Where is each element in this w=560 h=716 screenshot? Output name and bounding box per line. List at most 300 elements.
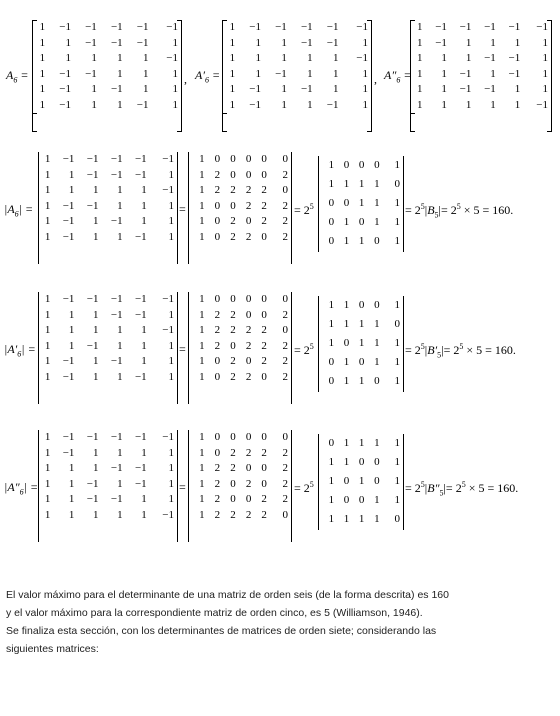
matrix-cell: −1: [162, 153, 174, 165]
matrix-cell: 0: [328, 437, 335, 449]
matrix-cell: 1: [168, 462, 174, 474]
matrix-cell: 1: [117, 339, 123, 352]
matrix-cell: −1: [110, 168, 123, 181]
paragraph-line: siguientes matrices:: [6, 643, 99, 655]
matrix-cell: −1: [508, 67, 521, 80]
matrix-cell: 0: [282, 324, 288, 336]
matrix-cell: −1: [59, 98, 71, 111]
matrix-cell: 1: [68, 308, 75, 321]
matrix-cell: −1: [536, 21, 548, 33]
matrix-cell: −1: [86, 293, 99, 305]
matrix-cell: 1: [465, 36, 472, 49]
matrix-cell: 1: [199, 339, 205, 352]
matrix-cell: 1: [93, 184, 99, 196]
matrix-cell: −1: [484, 21, 496, 33]
matrix-cell: −1: [62, 370, 75, 383]
matrix-cell: 1: [229, 52, 236, 64]
matrix-cell: 0: [245, 168, 252, 181]
matrix-cell: 0: [394, 178, 400, 190]
matrix-cell: 1: [542, 36, 548, 49]
matrix-cell: 0: [261, 370, 267, 383]
matrix-cell: 1: [93, 370, 99, 383]
matrix-cell: −1: [85, 36, 97, 49]
matrix-cell: 1: [394, 356, 400, 368]
matrix-cell: 1: [117, 98, 123, 111]
matrix-cell: 1: [141, 184, 147, 196]
matrix-cell: 1: [199, 308, 205, 321]
matrix-cell: 1: [168, 215, 174, 227]
matrix-cell: 2: [245, 230, 252, 243]
matrix-cell: −1: [59, 67, 71, 80]
matrix-cell: 0: [343, 159, 350, 171]
matrix-cell: 2: [214, 493, 221, 505]
matrix-cell: 1: [141, 493, 147, 505]
matrix-cell: 1: [141, 339, 147, 352]
matrix-cell: 1: [394, 475, 400, 487]
matrix-cell: 1: [168, 199, 174, 212]
matrix-cell: 1: [199, 153, 205, 165]
matrix-cell: 1: [117, 324, 123, 336]
matrix-cell: 2: [282, 215, 288, 227]
matrix-cell: −1: [85, 67, 97, 80]
matrix-cell: 1: [117, 370, 123, 383]
matrix-cell: 2: [214, 508, 221, 521]
matrix-cell: 1: [44, 168, 51, 181]
paragraph-line: Se finaliza esta sección, con los determinantes de matrices de orden siete; considerando las: [6, 625, 437, 637]
matrix-cell: 1: [141, 199, 147, 212]
matrix-cell: 1: [465, 52, 472, 64]
matrix-cell: 1: [358, 437, 365, 449]
matrix-cell: 0: [328, 235, 335, 247]
matrix-cell: 0: [282, 184, 288, 196]
matrix-cell: 0: [358, 456, 365, 468]
matrix-cell: 0: [282, 293, 288, 305]
matrix-cell: 0: [358, 494, 365, 506]
matrix-cell: 1: [394, 494, 400, 506]
matrix-cell: −1: [86, 199, 99, 212]
matrix-cell: −1: [459, 21, 472, 33]
matrix-cell: −1: [275, 21, 287, 33]
matrix-cell: 2: [261, 355, 267, 367]
matrix-cell: 0: [214, 355, 221, 367]
matrix-cell: 1: [199, 370, 205, 383]
matrix-cell: 2: [261, 339, 267, 352]
matrix-cell: 1: [343, 318, 350, 330]
matrix-cell: 0: [261, 153, 267, 165]
matrix-cell: 0: [214, 431, 221, 443]
matrix-cell: 2: [282, 477, 288, 490]
matrix-cell: 0: [261, 293, 267, 305]
matrix-cell: 1: [542, 67, 548, 80]
matrix-cell: 1: [117, 477, 123, 490]
matrix-cell: 1: [229, 83, 236, 95]
matrix-cell: −1: [110, 355, 123, 367]
matrix-cell: 1: [44, 199, 51, 212]
matrix-cell: 1: [117, 230, 123, 243]
matrix-cell: 0: [374, 475, 380, 487]
matrix-cell: 0: [328, 216, 335, 228]
matrix-cell: 1: [328, 513, 335, 525]
matrix-cell: −1: [62, 293, 75, 305]
matrix-cell: 2: [245, 324, 252, 336]
matrix-cell: 1: [141, 355, 147, 367]
matrix-cell: 1: [39, 67, 46, 80]
matrix-cell: 0: [374, 456, 380, 468]
matrix-cell: 1: [44, 293, 51, 305]
determinant-mid-matrix: [188, 430, 292, 542]
matrix-cell: 0: [230, 477, 236, 490]
matrix-cell: 1: [343, 375, 350, 387]
matrix-cell: 1: [229, 67, 236, 80]
matrix-cell: −1: [110, 493, 123, 505]
body-paragraph: [6, 586, 554, 658]
coefficient-power: = $2^5$: [294, 480, 314, 495]
matrix-cell: 1: [91, 83, 97, 95]
matrix-cell: 0: [261, 230, 267, 243]
matrix-cell: −1: [59, 21, 71, 33]
matrix-cell: 0: [214, 215, 221, 227]
equals-sign: =: [179, 480, 186, 494]
matrix-cell: −1: [110, 153, 123, 165]
matrix-cell: 0: [230, 168, 236, 181]
matrix-cell: 1: [416, 52, 423, 64]
matrix-cell: 1: [255, 67, 261, 80]
matrix-cell: 1: [44, 493, 51, 505]
matrix-cell: 1: [44, 508, 51, 521]
matrix-cell: 1: [199, 168, 205, 181]
matrix-cell: 1: [172, 98, 178, 111]
matrix-cell: 1: [229, 21, 236, 33]
matrix-cell: 1: [362, 67, 368, 80]
matrix-cell: 1: [343, 513, 350, 525]
matrix-cell: −1: [459, 67, 472, 80]
matrix-cell: −1: [459, 83, 472, 95]
matrix-cell: 1: [44, 477, 51, 490]
matrix-cell: 1: [281, 98, 287, 111]
matrix-cell: 1: [199, 184, 205, 196]
matrix-cell: 1: [141, 446, 147, 459]
matrix-cell: −1: [249, 21, 261, 33]
matrix-cell: 2: [261, 493, 267, 505]
matrix-cell: 0: [230, 199, 236, 212]
matrix-cell: 2: [230, 462, 236, 474]
matrix-cell: 0: [245, 215, 252, 227]
matrix-cell: 1: [343, 299, 350, 311]
matrix-cell: 0: [261, 462, 267, 474]
matrix-cell: 0: [358, 216, 365, 228]
matrix-cell: 1: [168, 168, 174, 181]
matrix-cell: 0: [230, 293, 236, 305]
matrix-cell: 1: [328, 456, 335, 468]
matrix-cell: −1: [249, 83, 261, 95]
matrix-cell: 1: [168, 370, 174, 383]
matrix-cell: 0: [214, 199, 221, 212]
matrix-cell: 1: [172, 83, 178, 95]
matrix-cell: −1: [166, 52, 178, 64]
matrix-cell: 1: [416, 98, 423, 111]
matrix-cell: 1: [44, 339, 51, 352]
matrix-cell: 1: [44, 462, 51, 474]
matrix-cell: 0: [358, 299, 365, 311]
matrix-cell: 1: [255, 36, 261, 49]
matrix-cell: 0: [282, 153, 288, 165]
matrix-cell: −1: [62, 199, 75, 212]
matrix-definitions-row: [0, 18, 560, 136]
matrix-cell: 1: [328, 318, 335, 330]
matrix-cell: −1: [162, 508, 174, 521]
matrix-cell: 1: [343, 356, 350, 368]
matrix-cell: 1: [68, 508, 75, 521]
matrix-cell: 1: [199, 293, 205, 305]
matrix-cell: 1: [141, 324, 147, 336]
matrix-cell: 2: [214, 339, 221, 352]
matrix-cell: 1: [333, 67, 339, 80]
matrix-cell: 0: [214, 230, 221, 243]
matrix-cell: 1: [143, 52, 149, 64]
matrix-cell: 1: [328, 159, 335, 171]
matrix-cell: 1: [362, 83, 368, 95]
matrix-cell: 0: [282, 431, 288, 443]
determinant-lhs-matrix: [38, 152, 178, 264]
matrix-cell: 1: [281, 36, 287, 49]
matrix-cell: 1: [441, 98, 447, 111]
matrix-cell: 2: [261, 324, 267, 336]
matrix-cell: 1: [168, 446, 174, 459]
matrix-cell: 1: [168, 339, 174, 352]
matrix-cell: −1: [435, 21, 447, 33]
matrix-cell: 1: [172, 36, 178, 49]
matrix-cell: 1: [93, 215, 99, 227]
matrix-cell: 2: [230, 446, 236, 459]
matrix-cell: 1: [168, 230, 174, 243]
matrix-cell: 0: [214, 370, 221, 383]
matrix-cell: 1: [199, 324, 205, 336]
matrix-cell: 2: [230, 370, 236, 383]
matrix-cell: 1: [199, 446, 205, 459]
matrix-cell: 1: [416, 36, 423, 49]
matrix-cell: −1: [166, 21, 178, 33]
matrix-cell: −1: [110, 293, 123, 305]
matrix-cell: 1: [358, 235, 365, 247]
matrix-cell: 0: [245, 431, 252, 443]
matrix-cell: 1: [93, 462, 99, 474]
matrix-cell: 1: [44, 446, 51, 459]
matrix-cell: 1: [93, 230, 99, 243]
matrix-cell: 0: [230, 431, 236, 443]
matrix-cell: −1: [85, 21, 97, 33]
matrix-cell: 1: [358, 375, 365, 387]
matrix-cell: −1: [162, 293, 174, 305]
matrix-cell: 0: [261, 168, 267, 181]
determinant-lhs-matrix: [38, 430, 178, 542]
matrix-cell: 1: [441, 83, 447, 95]
matrix-cell: 0: [343, 197, 350, 209]
matrix-cell: 1: [93, 308, 99, 321]
matrix-cell: 2: [230, 308, 236, 321]
matrix-cell: 0: [245, 493, 252, 505]
matrix-cell: −1: [484, 52, 496, 64]
matrix-cell: 2: [230, 324, 236, 336]
matrix-cell: 1: [358, 318, 365, 330]
matrix-A6-double-prime: [410, 20, 552, 132]
matrix-cell: −1: [134, 153, 147, 165]
determinant-A6-double-prime: [0, 430, 560, 550]
matrix-cell: 1: [374, 437, 380, 449]
matrix-cell: −1: [249, 98, 261, 111]
matrix-cell: 0: [261, 308, 267, 321]
matrix-cell: 1: [39, 83, 46, 95]
matrix-cell: −1: [134, 370, 147, 383]
determinant-order5-matrix: [318, 296, 404, 392]
matrix-cell: 1: [542, 83, 548, 95]
matrix-cell: −1: [86, 477, 99, 490]
matrix-cell: 1: [343, 456, 350, 468]
matrix-cell: 1: [362, 36, 368, 49]
matrix-cell: 0: [261, 431, 267, 443]
matrix-cell: 1: [394, 456, 400, 468]
matrix-cell: −1: [536, 98, 548, 111]
matrix-cell: 2: [214, 477, 221, 490]
matrix-cell: −1: [136, 36, 149, 49]
matrix-cell: −1: [134, 293, 147, 305]
coefficient-power: = $2^5$: [294, 342, 314, 357]
matrix-cell: 1: [199, 431, 205, 443]
matrix-cell: 1: [117, 508, 123, 521]
determinant-A6: [0, 152, 560, 272]
matrix-cell: 0: [328, 356, 335, 368]
matrix-cell: 1: [68, 462, 75, 474]
matrix-cell: 1: [44, 431, 51, 443]
matrix-cell: 1: [44, 230, 51, 243]
matrix-cell: 1: [93, 508, 99, 521]
matrix-cell: 2: [214, 324, 221, 336]
matrix-cell: 0: [358, 356, 365, 368]
matrix-cell: 2: [282, 230, 288, 243]
determinant-A6-prime: [0, 292, 560, 412]
matrix-cell: 2: [282, 446, 288, 459]
matrix-cell: 0: [214, 293, 221, 305]
matrix-cell: −1: [134, 431, 147, 443]
matrix-cell: 1: [255, 52, 261, 64]
matrix-cell: 1: [44, 355, 51, 367]
matrix-cell: 1: [416, 67, 423, 80]
determinant-mid-matrix: [188, 292, 292, 404]
matrix-cell: 1: [374, 216, 380, 228]
matrix-cell: 1: [281, 52, 287, 64]
matrix-cell: 1: [343, 437, 350, 449]
matrix-cell: −1: [62, 355, 75, 367]
label-A6-prime: $A'_6$ =: [195, 68, 221, 85]
matrix-cell: 2: [214, 168, 221, 181]
matrix-cell: 1: [44, 370, 51, 383]
matrix-cell: 1: [307, 52, 313, 64]
matrix-cell: 1: [343, 178, 350, 190]
matrix-cell: 2: [282, 493, 288, 505]
matrix-cell: −1: [134, 168, 147, 181]
matrix-cell: 1: [93, 446, 99, 459]
matrix-cell: −1: [110, 462, 123, 474]
matrix-cell: 0: [374, 375, 380, 387]
matrix-cell: 0: [214, 153, 221, 165]
matrix-cell: 0: [230, 153, 236, 165]
matrix-cell: 1: [199, 508, 205, 521]
matrix-cell: 1: [44, 184, 51, 196]
matrix-cell: 1: [328, 299, 335, 311]
matrix-cell: 2: [245, 199, 252, 212]
matrix-cell: −1: [110, 431, 123, 443]
matrix-cell: 1: [117, 199, 123, 212]
matrix-cell: 1: [514, 36, 521, 49]
matrix-cell: 1: [199, 462, 205, 474]
matrix-cell: 1: [199, 355, 205, 367]
matrix-cell: 1: [199, 215, 205, 227]
matrix-cell: 1: [65, 36, 71, 49]
matrix-cell: 0: [261, 477, 267, 490]
label-A6-double-prime: $A''_6$ =: [384, 68, 412, 85]
matrix-cell: −1: [435, 36, 447, 49]
matrix-cell: 1: [328, 494, 335, 506]
matrix-cell: 1: [542, 52, 548, 64]
matrix-cell: 0: [328, 375, 335, 387]
matrix-cell: −1: [326, 98, 339, 111]
matrix-cell: 0: [245, 293, 252, 305]
matrix-cell: 0: [328, 197, 335, 209]
matrix-cell: 2: [230, 508, 236, 521]
matrix-cell: 1: [229, 36, 236, 49]
matrix-cell: 1: [141, 215, 147, 227]
determinant-result: = $2^5|B''_5|= 2^5 \times 5 = 160$.: [405, 480, 519, 498]
matrix-cell: 1: [199, 493, 205, 505]
matrix-cell: 1: [117, 184, 123, 196]
matrix-cell: 1: [490, 98, 496, 111]
matrix-cell: 0: [394, 318, 400, 330]
matrix-cell: 2: [230, 230, 236, 243]
matrix-cell: 2: [214, 462, 221, 474]
matrix-cell: 1: [394, 235, 400, 247]
matrix-cell: 1: [328, 475, 335, 487]
matrix-cell: −1: [300, 21, 313, 33]
matrix-cell: 1: [374, 356, 380, 368]
matrix-cell: −1: [484, 83, 496, 95]
matrix-cell: 1: [490, 67, 496, 80]
matrix-cell: 1: [358, 475, 365, 487]
matrix-cell: 0: [374, 235, 380, 247]
matrix-cell: 0: [343, 494, 350, 506]
matrix-cell: −1: [110, 36, 123, 49]
determinant-label: $|A'_6|$ =: [4, 342, 36, 359]
matrix-cell: 1: [307, 98, 313, 111]
determinant-result: = $2^5|B_5|= 2^5 \times 5 = 160$.: [405, 202, 514, 220]
matrix-cell: 2: [214, 184, 221, 196]
matrix-cell: 2: [261, 446, 267, 459]
matrix-cell: −1: [110, 308, 123, 321]
matrix-cell: 2: [282, 339, 288, 352]
matrix-cell: −1: [110, 21, 123, 33]
matrix-cell: 1: [199, 477, 205, 490]
matrix-cell: 0: [374, 159, 380, 171]
matrix-cell: 1: [117, 67, 123, 80]
matrix-cell: −1: [134, 477, 147, 490]
matrix-cell: 1: [143, 67, 149, 80]
matrix-cell: −1: [326, 21, 339, 33]
matrix-cell: 1: [514, 83, 521, 95]
coefficient-power: = $2^5$: [294, 202, 314, 217]
matrix-cell: 1: [358, 513, 365, 525]
matrix-cell: 1: [68, 184, 75, 196]
matrix-cell: 1: [141, 508, 147, 521]
matrix-cell: −1: [275, 67, 287, 80]
matrix-cell: −1: [110, 83, 123, 95]
